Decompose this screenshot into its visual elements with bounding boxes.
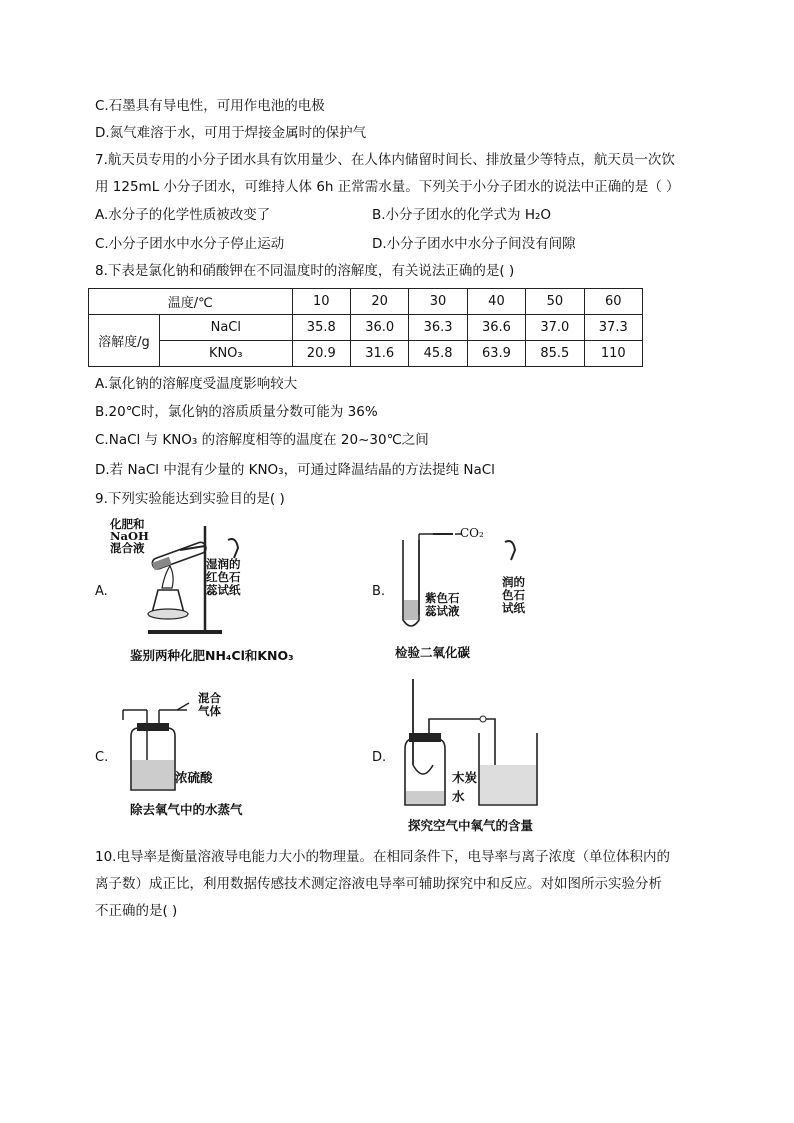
temp-cell: 10 [292, 289, 350, 315]
temp-cell: 50 [526, 289, 584, 315]
question-10-stem-line1: 10.电导率是衡量溶液导电能力大小的物理量。在相同条件下，电导率与离子浓度（单位体积内的 [95, 849, 670, 865]
figure-a-letter: A. [95, 584, 108, 599]
nacl-cell: 37.0 [526, 315, 584, 341]
nacl-cell: 36.3 [409, 315, 467, 341]
q7-option-d: D.小分子团水中水分子间没有间隙 [372, 236, 576, 252]
figure-c-caption: 除去氧气中的水蒸气 [130, 802, 243, 817]
figure-d-apparatus [395, 675, 555, 810]
nacl-cell: 36.0 [350, 315, 408, 341]
figure-c-label-gas: 混合 气体 [198, 691, 221, 718]
figure-a-caption: 鉴别两种化肥NH₄Cl和KNO₃ [130, 648, 294, 663]
figure-b-label-solution: 紫色石 蕊试液 [425, 591, 460, 618]
figure-b-gas-label: CO₂ [460, 526, 484, 540]
temp-cell: 20 [350, 289, 408, 315]
kno3-cell: 45.8 [409, 341, 467, 367]
figure-d-caption: 探究空气中氧气的含量 [408, 818, 534, 833]
row-name-nacl: NaCl [160, 315, 293, 341]
temp-cell: 60 [584, 289, 642, 315]
q8-option-a: A.氯化钠的溶解度受温度影响较大 [95, 376, 298, 392]
figure-a-label-litmus: 湿润的 红色石 蕊试纸 [206, 557, 241, 597]
kno3-cell: 110 [584, 341, 642, 367]
figure-c-letter: C. [95, 750, 109, 765]
question-7-stem-line1: 7.航天员专用的小分子团水具有饮用量少、在人体内储留时间长、排放量少等特点，航天员一次饮 [95, 152, 675, 168]
q8-option-b: B.20℃时，氯化钠的溶质质量分数可能为 36% [95, 404, 378, 420]
figure-b-label-paper: 润的 色石 试纸 [502, 575, 525, 615]
option-c-graphite: C.石墨具有导电性，可用作电池的电极 [95, 98, 325, 114]
kno3-cell: 85.5 [526, 341, 584, 367]
question-9-stem: 9.下列实验能达到实验目的是( ) [95, 491, 285, 507]
kno3-cell: 20.9 [292, 341, 350, 367]
temp-cell: 40 [467, 289, 525, 315]
figure-b-letter: B. [372, 584, 386, 599]
q7-option-a: A.水分子的化学性质被改变了 [95, 207, 271, 223]
nacl-cell: 37.3 [584, 315, 642, 341]
figure-d-label-charcoal: 木炭 [452, 770, 478, 785]
q7-option-c: C.小分子团水中水分子停止运动 [95, 236, 285, 252]
figure-d-letter: D. [372, 750, 387, 765]
figure-d-label-water: 水 [452, 789, 465, 804]
temp-header: 温度/℃ [89, 289, 293, 315]
solubility-label: 溶解度/g [89, 315, 160, 367]
nacl-cell: 36.6 [467, 315, 525, 341]
question-7-stem-line2: 用 125mL 小分子团水，可维持人体 6h 正常需水量。下列关于小分子团水的说法中正确的是（ ） [95, 179, 680, 195]
option-d-nitrogen: D.氮气难溶于水，可用于焊接金属时的保护气 [95, 125, 367, 141]
solubility-table [88, 288, 643, 367]
figure-a-label-fertilizer: 化肥和 NaOH 混合液 [110, 517, 149, 555]
question-8-stem: 8.下表是氯化钠和硝酸钾在不同温度时的溶解度，有关说法正确的是( ) [95, 263, 515, 279]
nacl-cell: 35.8 [292, 315, 350, 341]
temp-cell: 30 [409, 289, 467, 315]
q8-option-d: D.若 NaCl 中混有少量的 KNO₃，可通过降温结晶的方法提纯 NaCl [95, 462, 495, 478]
figure-b-caption: 检验二氧化碳 [395, 645, 471, 660]
question-10-stem-line2: 离子数）成正比，利用数据传感技术测定溶液电导率可辅助探究中和反应。对如图所示实验分析 [95, 876, 662, 892]
kno3-cell: 31.6 [350, 341, 408, 367]
row-name-kno3: KNO₃ [160, 341, 293, 367]
q7-option-b: B.小分子团水的化学式为 H₂O [372, 207, 552, 223]
q8-option-c: C.NaCl 与 KNO₃ 的溶解度相等的温度在 20~30℃之间 [95, 432, 429, 448]
kno3-cell: 63.9 [467, 341, 525, 367]
question-10-stem-line3: 不正确的是( ) [95, 903, 178, 919]
figure-c-label-acid: 浓硫酸 [175, 770, 213, 785]
